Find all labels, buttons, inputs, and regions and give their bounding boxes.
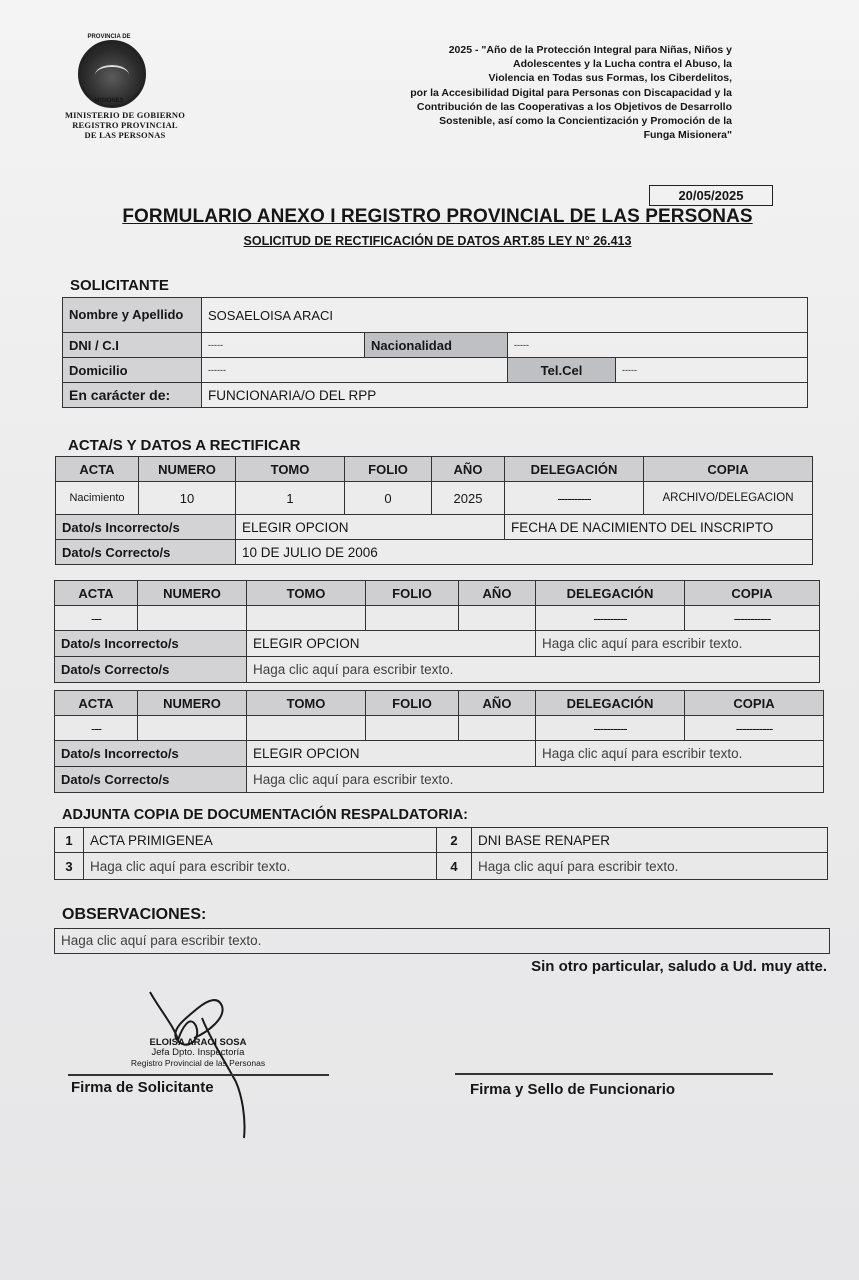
col-copia: COPIA (644, 457, 813, 482)
col-copia: COPIA (685, 691, 824, 716)
motto-line: 2025 - "Año de la Protección Integral para Niñas, Niños y (448, 44, 732, 56)
role-field[interactable]: FUNCIONARIA/O DEL RPP (202, 383, 808, 408)
adjunta-table (54, 827, 828, 880)
tomo-field[interactable] (247, 716, 366, 741)
col-delegacion: DELEGACIÓN (505, 457, 644, 482)
observaciones-heading: OBSERVACIONES: (62, 906, 207, 923)
motto-line: Adolescentes y la Lucha contra el Abuso, la (512, 58, 732, 71)
col-acta: ACTA (56, 457, 139, 482)
copia-field[interactable]: ARCHIVO/DELEGACION (644, 482, 813, 515)
col-anio: AÑO (459, 691, 536, 716)
incorrect-option-select[interactable]: ELEGIR OPCION (247, 741, 536, 767)
incorrect-value-field[interactable]: FECHA DE NACIMIENTO DEL INSCRIPTO (505, 515, 813, 540)
incorrect-option-select[interactable]: ELEGIR OPCION (236, 515, 505, 540)
col-anio: AÑO (459, 581, 536, 606)
logo-text-top: PROVINCIA DE (87, 34, 131, 40)
tomo-field[interactable] (247, 606, 366, 631)
ministry-name (40, 110, 210, 140)
col-numero: NUMERO (138, 581, 247, 606)
incorrect-value-field[interactable]: Haga clic aquí para escribir texto. (536, 741, 824, 767)
solicitante-signature-label: Firma de Solicitante (71, 1079, 214, 1096)
correct-value-field[interactable]: Haga clic aquí para escribir texto. (247, 767, 824, 793)
copia-field[interactable]: ----------- (685, 606, 820, 631)
stamp-line: Registro Provincial de las Personas (130, 1058, 266, 1068)
stamp-line: ELOISA ARACI SOSA (149, 1037, 247, 1048)
motto-line: Funga Misionera" (643, 129, 732, 142)
year-motto (332, 43, 732, 142)
motto-line: Contribución de las Cooperativas a los Objetivos de Desarrollo (416, 100, 732, 113)
attachment-1-field[interactable]: ACTA PRIMIGENEA (84, 828, 437, 853)
col-numero: NUMERO (139, 457, 236, 482)
delegacion-field[interactable]: ---------- (536, 716, 685, 741)
numero-field[interactable]: 10 (139, 482, 236, 515)
attachment-number: 4 (437, 853, 472, 880)
attachment-2-field[interactable]: DNI BASE RENAPER (472, 828, 828, 853)
closing-text: Sin otro particular, saludo a Ud. muy atte. (531, 958, 827, 975)
observaciones-field[interactable]: Haga clic aquí para escribir texto. (54, 928, 830, 954)
attachment-number: 2 (437, 828, 472, 853)
col-delegacion: DELEGACIÓN (536, 691, 685, 716)
tomo-field[interactable]: 1 (236, 482, 345, 515)
date-field[interactable]: 20/05/2025 (649, 185, 773, 206)
incorrect-label: Dato/s Incorrecto/s (55, 741, 247, 767)
col-tomo: TOMO (247, 691, 366, 716)
motto-line: Violencia en Todas sus Formas, los Ciberdelitos, (488, 72, 732, 85)
incorrect-option-select[interactable]: ELEGIR OPCION (247, 631, 536, 657)
attachment-number: 3 (55, 853, 84, 880)
col-acta: ACTA (55, 691, 138, 716)
nationality-field[interactable]: ----- (508, 333, 808, 358)
motto-line: Sostenible, así como la Concientización y Promoción de la (439, 115, 732, 128)
col-copia: COPIA (685, 581, 820, 606)
copia-field[interactable]: ----------- (685, 716, 824, 741)
col-numero: NUMERO (138, 691, 247, 716)
delegacion-field[interactable]: ---------- (536, 606, 685, 631)
dni-field[interactable]: ----- (202, 333, 365, 358)
ministry-line: REGISTRO PROVINCIAL (72, 120, 178, 130)
ministry-line: DE LAS PERSONAS (84, 130, 166, 140)
correct-label: Dato/s Correcto/s (56, 540, 236, 565)
incorrect-label: Dato/s Incorrecto/s (56, 515, 236, 540)
motto-line: por la Accesibilidad Digital para Personas con Discapacidad y la (410, 86, 732, 99)
signature-line-funcionario (455, 1073, 773, 1075)
acta-field[interactable]: --- (55, 716, 138, 741)
ministry-line: MINISTERIO DE GOBIERNO (64, 110, 186, 120)
actas-heading: ACTA/S Y DATOS A RECTIFICAR (68, 437, 301, 454)
name-label: Nombre y Apellido (63, 298, 202, 333)
col-delegacion: DELEGACIÓN (536, 581, 685, 606)
form-title: FORMULARIO ANEXO I REGISTRO PROVINCIAL DE LAS PERSONAS (122, 206, 753, 227)
correct-label: Dato/s Correcto/s (55, 657, 247, 683)
attachment-3-field[interactable]: Haga clic aquí para escribir texto. (84, 853, 437, 880)
col-acta: ACTA (55, 581, 138, 606)
anio-field[interactable] (459, 716, 536, 741)
name-field[interactable]: SOSAELOISA ARACI (202, 298, 808, 333)
anio-field[interactable] (459, 606, 536, 631)
acta-field[interactable]: Nacimiento (56, 482, 139, 515)
correct-value-field[interactable]: 10 DE JULIO DE 2006 (236, 540, 813, 565)
folio-field[interactable]: 0 (345, 482, 432, 515)
attachment-4-field[interactable]: Haga clic aquí para escribir texto. (472, 853, 828, 880)
adjunta-heading: ADJUNTA COPIA DE DOCUMENTACIÓN RESPALDATORIA: (62, 807, 468, 823)
acta-block-3 (54, 690, 824, 793)
incorrect-label: Dato/s Incorrecto/s (55, 631, 247, 657)
folio-field[interactable] (366, 606, 459, 631)
phone-field[interactable]: ----- (616, 358, 808, 383)
solicitante-table (62, 297, 808, 408)
incorrect-value-field[interactable]: Haga clic aquí para escribir texto. (536, 631, 820, 657)
official-stamp (108, 1038, 288, 1068)
correct-value-field[interactable]: Haga clic aquí para escribir texto. (247, 657, 820, 683)
numero-field[interactable] (138, 606, 247, 631)
attachment-number: 1 (55, 828, 84, 853)
form-subtitle: SOLICITUD DE RECTIFICACIÓN DE DATOS ART.85 LEY N° 26.413 (243, 234, 632, 248)
acta-field[interactable]: --- (55, 606, 138, 631)
correct-label: Dato/s Correcto/s (55, 767, 247, 793)
acta-block-1 (55, 456, 813, 565)
solicitante-heading: SOLICITANTE (70, 277, 169, 294)
logo-text-bottom: MISIONES (94, 98, 124, 104)
col-tomo: TOMO (236, 457, 345, 482)
numero-field[interactable] (138, 716, 247, 741)
funcionario-signature-label: Firma y Sello de Funcionario (470, 1081, 676, 1098)
col-tomo: TOMO (247, 581, 366, 606)
delegacion-field[interactable]: ---------- (505, 482, 644, 515)
phone-label: Tel.Cel (508, 358, 616, 383)
col-folio: FOLIO (366, 581, 459, 606)
col-anio: AÑO (432, 457, 505, 482)
address-label: Domicilio (63, 358, 202, 383)
dni-label: DNI / C.I (63, 333, 202, 358)
address-field[interactable]: ------ (202, 358, 508, 383)
col-folio: FOLIO (366, 691, 459, 716)
col-folio: FOLIO (345, 457, 432, 482)
signature-line-solicitante (68, 1074, 329, 1076)
nationality-label: Nacionalidad (365, 333, 508, 358)
folio-field[interactable] (366, 716, 459, 741)
role-label: En carácter de: (63, 383, 202, 408)
stamp-line: Jefa Dpto. Inspectoría (151, 1047, 245, 1058)
acta-block-2 (54, 580, 820, 683)
anio-field[interactable]: 2025 (432, 482, 505, 515)
